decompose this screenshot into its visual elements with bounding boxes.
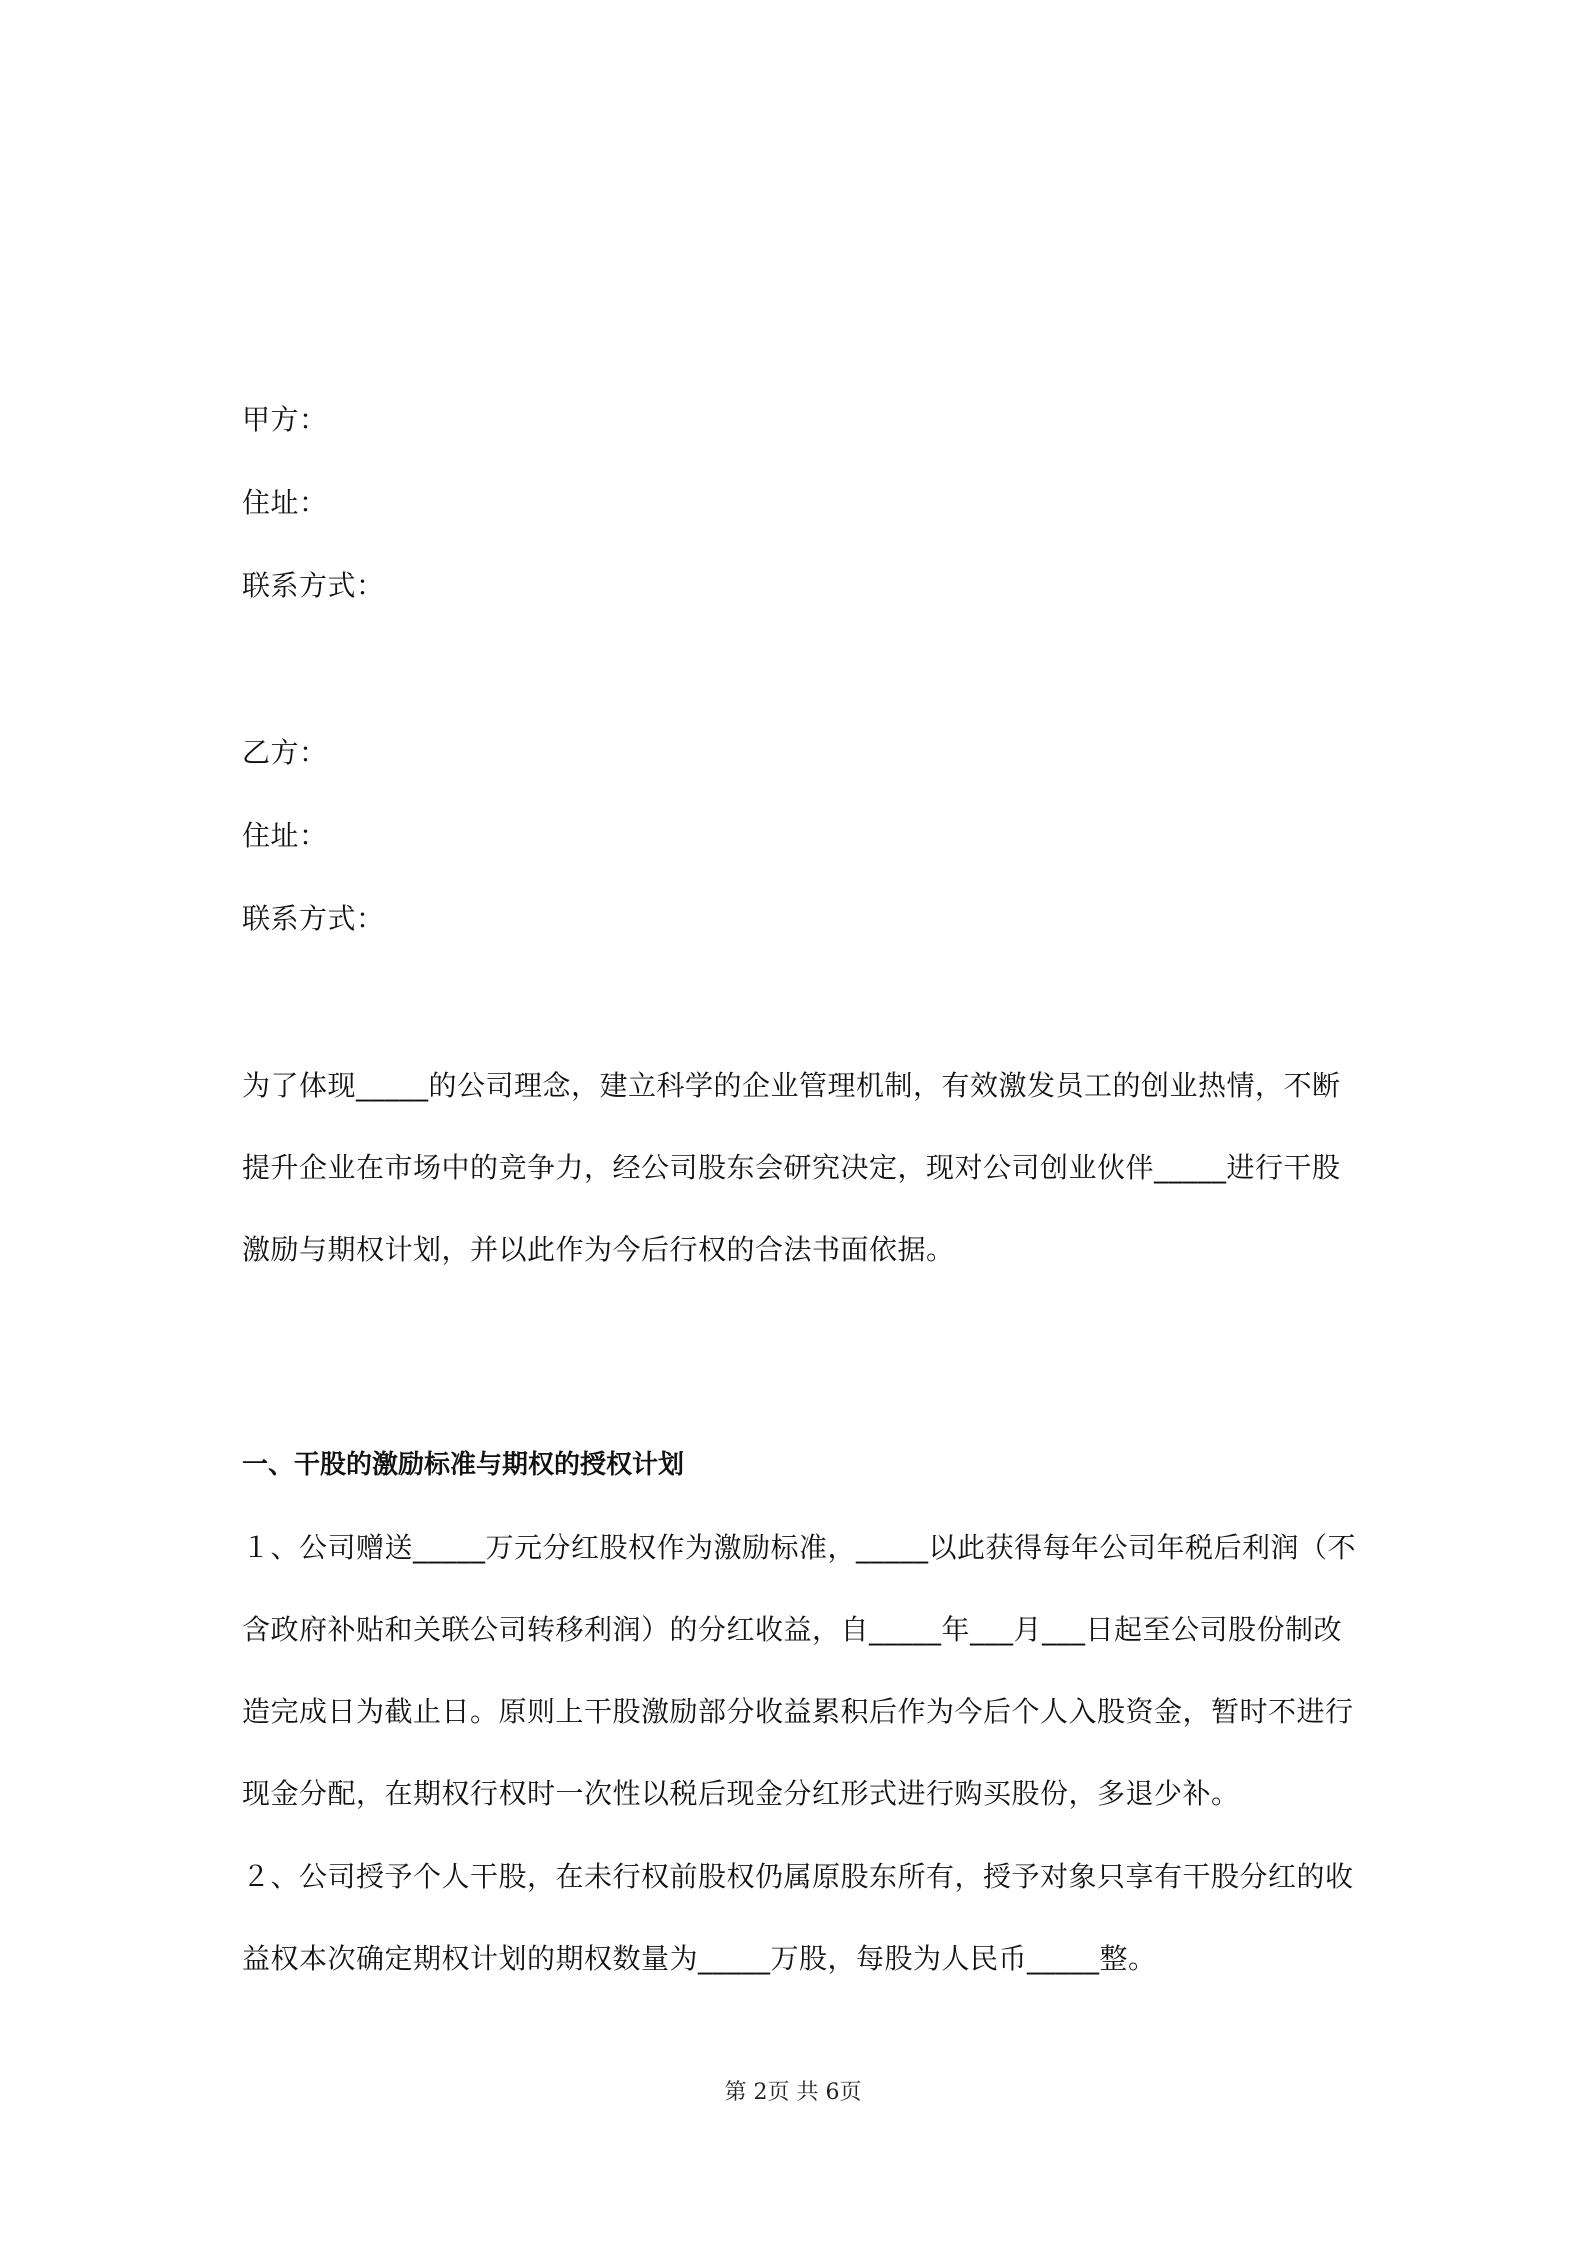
party-b-contact-label: 联系方式： [242,902,385,935]
section-1-heading: 一、干股的激励标准与期权的授权计划 [242,1450,685,1480]
party-b-label: 乙方： [242,736,328,769]
clause-1-paragraph: １、公司赠送_____万元分红股权作为激励标准，_____以此获得每年公司年税后利润（不含政府补贴和关联公司转移利润）的分红收益，自_____年___月___日起至公司股份制改造完成日为截止日。原则上干股激励部分收益累积后作为今后个人入股资金，暂时不进行现金分配，在期权行权时一次性以税后现金分红形式进行购买股份，多退少补。 [242,1531,1357,1810]
party-a-address-label: 住址： [242,486,328,519]
party-a-contact-label: 联系方式： [242,569,385,602]
clause-2-paragraph: ２、公司授予个人干股，在未行权前股权仍属原股东所有，授予对象只享有干股分红的收益权本次确定期权计划的期权数量为_____万股，每股为人民币_____整。 [242,1860,1354,1975]
page-number-footer: 第 2页 共 6页 [724,2080,862,2105]
party-a-label: 甲方： [242,403,328,436]
intro-paragraph: 为了体现_____的公司理念，建立科学的企业管理机制，有效激发员工的创业热情，不断提升企业在市场中的竞争力，经公司股东会研究决定，现对公司创业伙伴_____进行干股激励与期权计划，并以此作为今后行权的合法书面依据。 [242,1069,1341,1266]
party-b-address-label: 住址： [242,819,328,852]
